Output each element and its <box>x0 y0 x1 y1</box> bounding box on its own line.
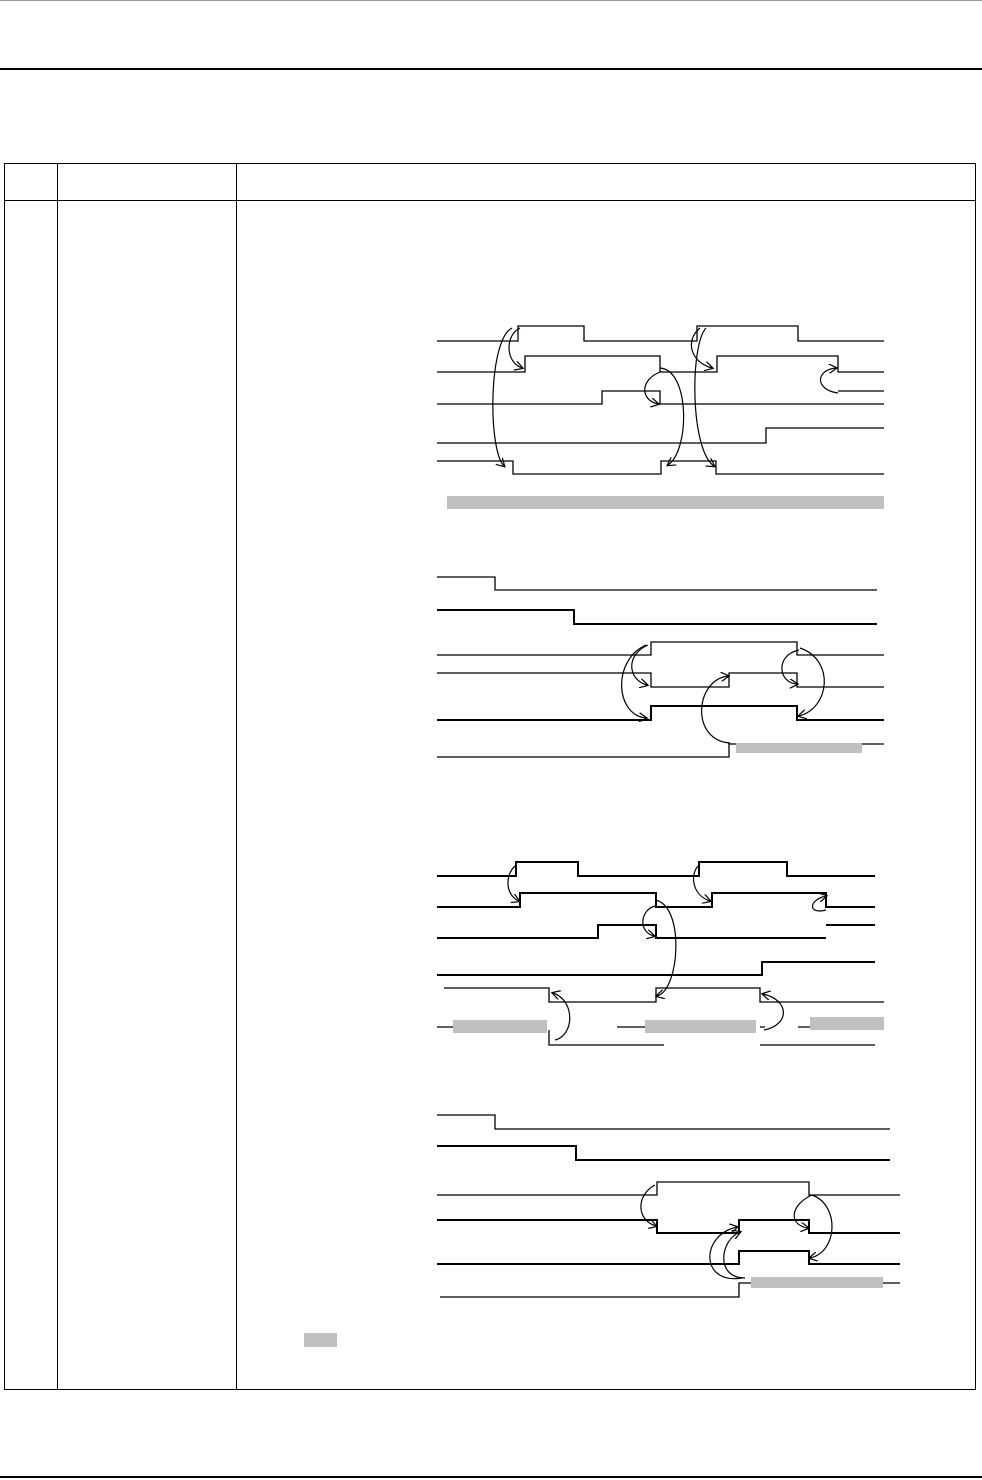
signal-line <box>437 1182 900 1195</box>
timing-diagram-2 <box>437 577 884 757</box>
masked-text <box>751 1277 883 1288</box>
transition-arrow <box>655 900 676 996</box>
transition-arrow <box>622 645 646 718</box>
signal-line <box>444 988 884 1002</box>
signal-line <box>437 1115 890 1129</box>
transition-arrow <box>695 328 714 466</box>
signal-line <box>437 673 884 687</box>
timing-diagram-4 <box>437 1115 900 1297</box>
transition-arrow <box>509 328 522 368</box>
signal-line <box>437 925 875 938</box>
timing-diagram-1 <box>437 326 884 509</box>
transition-arrow <box>810 1195 832 1258</box>
transition-arrow <box>694 866 710 901</box>
transition-arrow <box>508 866 519 901</box>
transition-arrow <box>763 994 783 1030</box>
signal-line <box>437 461 884 474</box>
signal-line <box>437 1146 890 1160</box>
transition-arrow <box>813 896 827 911</box>
signal-line <box>437 356 884 372</box>
transition-arrow <box>724 1232 745 1278</box>
transition-arrow <box>702 676 730 743</box>
footer-rule <box>0 1476 982 1478</box>
signal-line <box>437 326 884 341</box>
signal-line <box>437 1251 900 1264</box>
signal-line <box>437 706 884 720</box>
transition-arrow <box>799 648 824 716</box>
signal-line <box>437 577 877 590</box>
legend-swatch <box>304 1333 337 1347</box>
masked-text <box>645 1020 756 1033</box>
signal-line <box>437 1220 900 1233</box>
signal-line <box>437 642 884 655</box>
transition-arrow <box>710 1227 742 1279</box>
transition-arrow <box>553 993 570 1040</box>
masked-text <box>447 496 884 509</box>
signal-line <box>437 428 884 443</box>
masked-text <box>736 743 862 753</box>
transition-arrow <box>820 368 838 393</box>
masked-text <box>453 1020 547 1033</box>
transition-arrow <box>645 372 660 404</box>
transition-arrow <box>632 645 648 685</box>
timing-diagram-3 <box>437 862 884 1045</box>
transition-arrow <box>660 368 684 465</box>
signal-line <box>437 962 875 975</box>
transition-arrow <box>643 906 655 936</box>
signal-line <box>437 862 875 876</box>
signal-line <box>437 391 884 404</box>
signal-line <box>437 610 877 624</box>
masked-text <box>810 1017 884 1030</box>
